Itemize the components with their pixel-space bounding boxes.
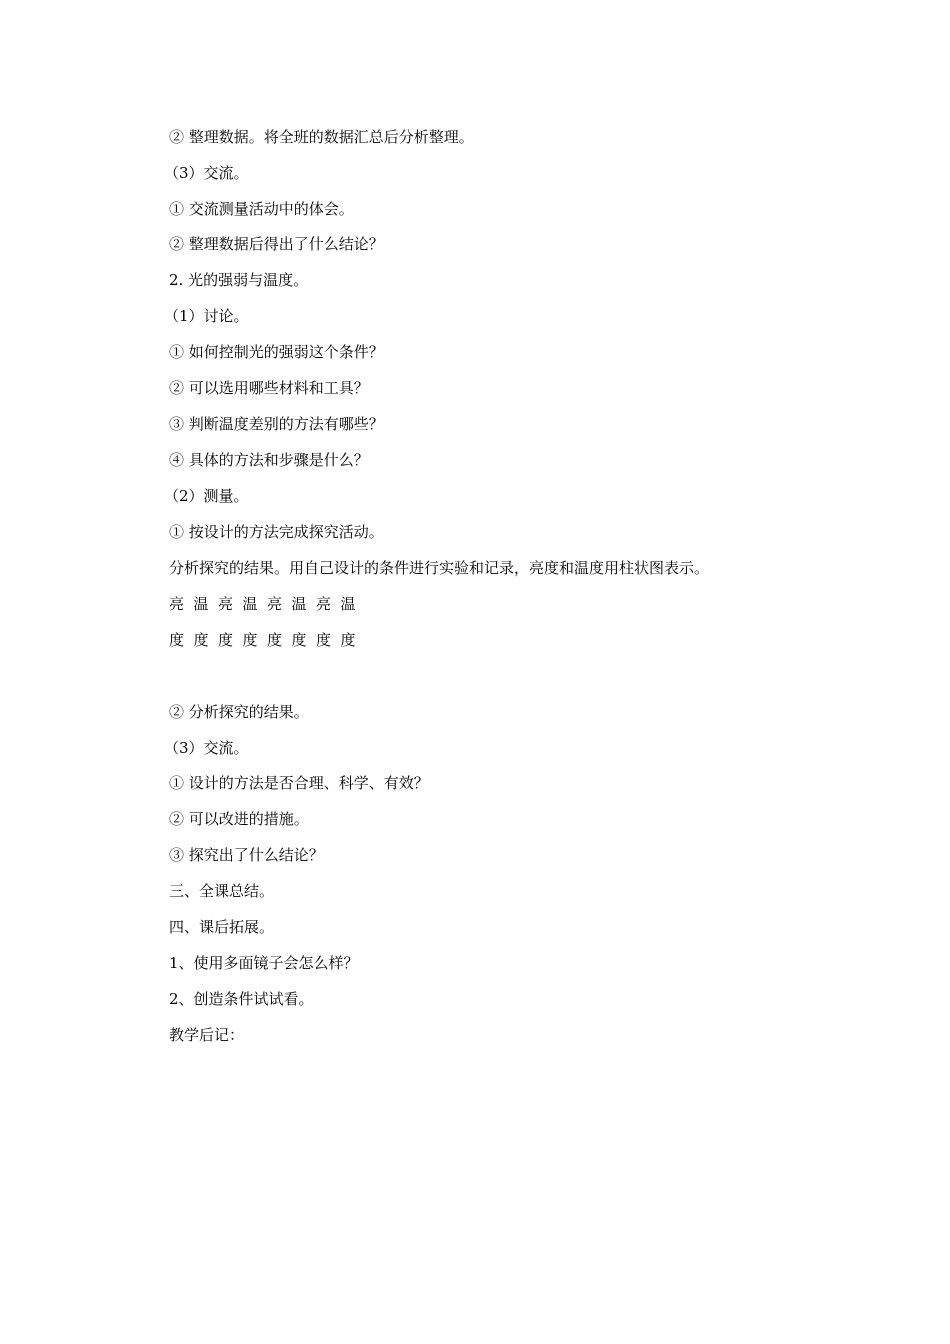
text-line: ② 可以改进的措施。: [169, 810, 309, 828]
section-heading: 2. 光的强弱与温度。: [169, 271, 309, 289]
chart-label: 度: [193, 631, 209, 649]
chart-label: 度: [218, 631, 234, 649]
chart-label: 度: [291, 631, 307, 649]
notes-heading: 教学后记：: [169, 1026, 245, 1044]
chart-label: 度: [242, 631, 258, 649]
text-line: ② 可以选用哪些材料和工具？: [169, 379, 369, 397]
chart-label: 温: [340, 595, 356, 613]
text-line: （3）交流。: [164, 739, 249, 757]
text-line: ① 设计的方法是否合理、科学、有效？: [169, 774, 429, 792]
chart-label: 度: [340, 631, 356, 649]
text-line: ① 如何控制光的强弱这个条件？: [169, 343, 384, 361]
text-line: ① 按设计的方法完成探究活动。: [169, 523, 384, 541]
chart-label: 度: [267, 631, 283, 649]
chart-label: 度: [169, 631, 185, 649]
chart-label: 温: [242, 595, 258, 613]
chart-label: 亮: [316, 595, 332, 613]
chart-label: 亮: [267, 595, 283, 613]
text-line: ④ 具体的方法和步骤是什么？: [169, 451, 369, 469]
text-line: （3）交流。: [164, 164, 249, 182]
text-line: ③ 探究出了什么结论？: [169, 846, 324, 864]
chart-label: 亮: [169, 595, 185, 613]
text-line: ② 分析探究的结果。: [169, 703, 309, 721]
text-line: ① 交流测量活动中的体会。: [169, 200, 354, 218]
section-heading: 四、课后拓展。: [169, 918, 275, 936]
chart-label-row-top: [169, 594, 365, 614]
chart-label-row-bottom: [169, 630, 365, 650]
text-line: （2）测量。: [164, 487, 249, 505]
chart-label: 亮: [218, 595, 234, 613]
chart-label: 度: [316, 631, 332, 649]
text-line: 1、使用多面镜子会怎么样？: [169, 954, 359, 972]
text-line: ② 整理数据后得出了什么结论？: [169, 235, 384, 253]
chart-label: 温: [291, 595, 307, 613]
chart-label: 温: [193, 595, 209, 613]
text-line: ③ 判断温度差别的方法有哪些？: [169, 415, 384, 433]
text-line: （1）讨论。: [164, 307, 249, 325]
text-line: ② 整理数据。将全班的数据汇总后分析整理。: [169, 128, 474, 146]
section-heading: 三、全课总结。: [169, 882, 275, 900]
text-line: 2、创造条件试试看。: [169, 990, 314, 1008]
text-line: 分析探究的结果。用自己设计的条件进行实验和记录，亮度和温度用柱状图表示。: [169, 559, 710, 577]
